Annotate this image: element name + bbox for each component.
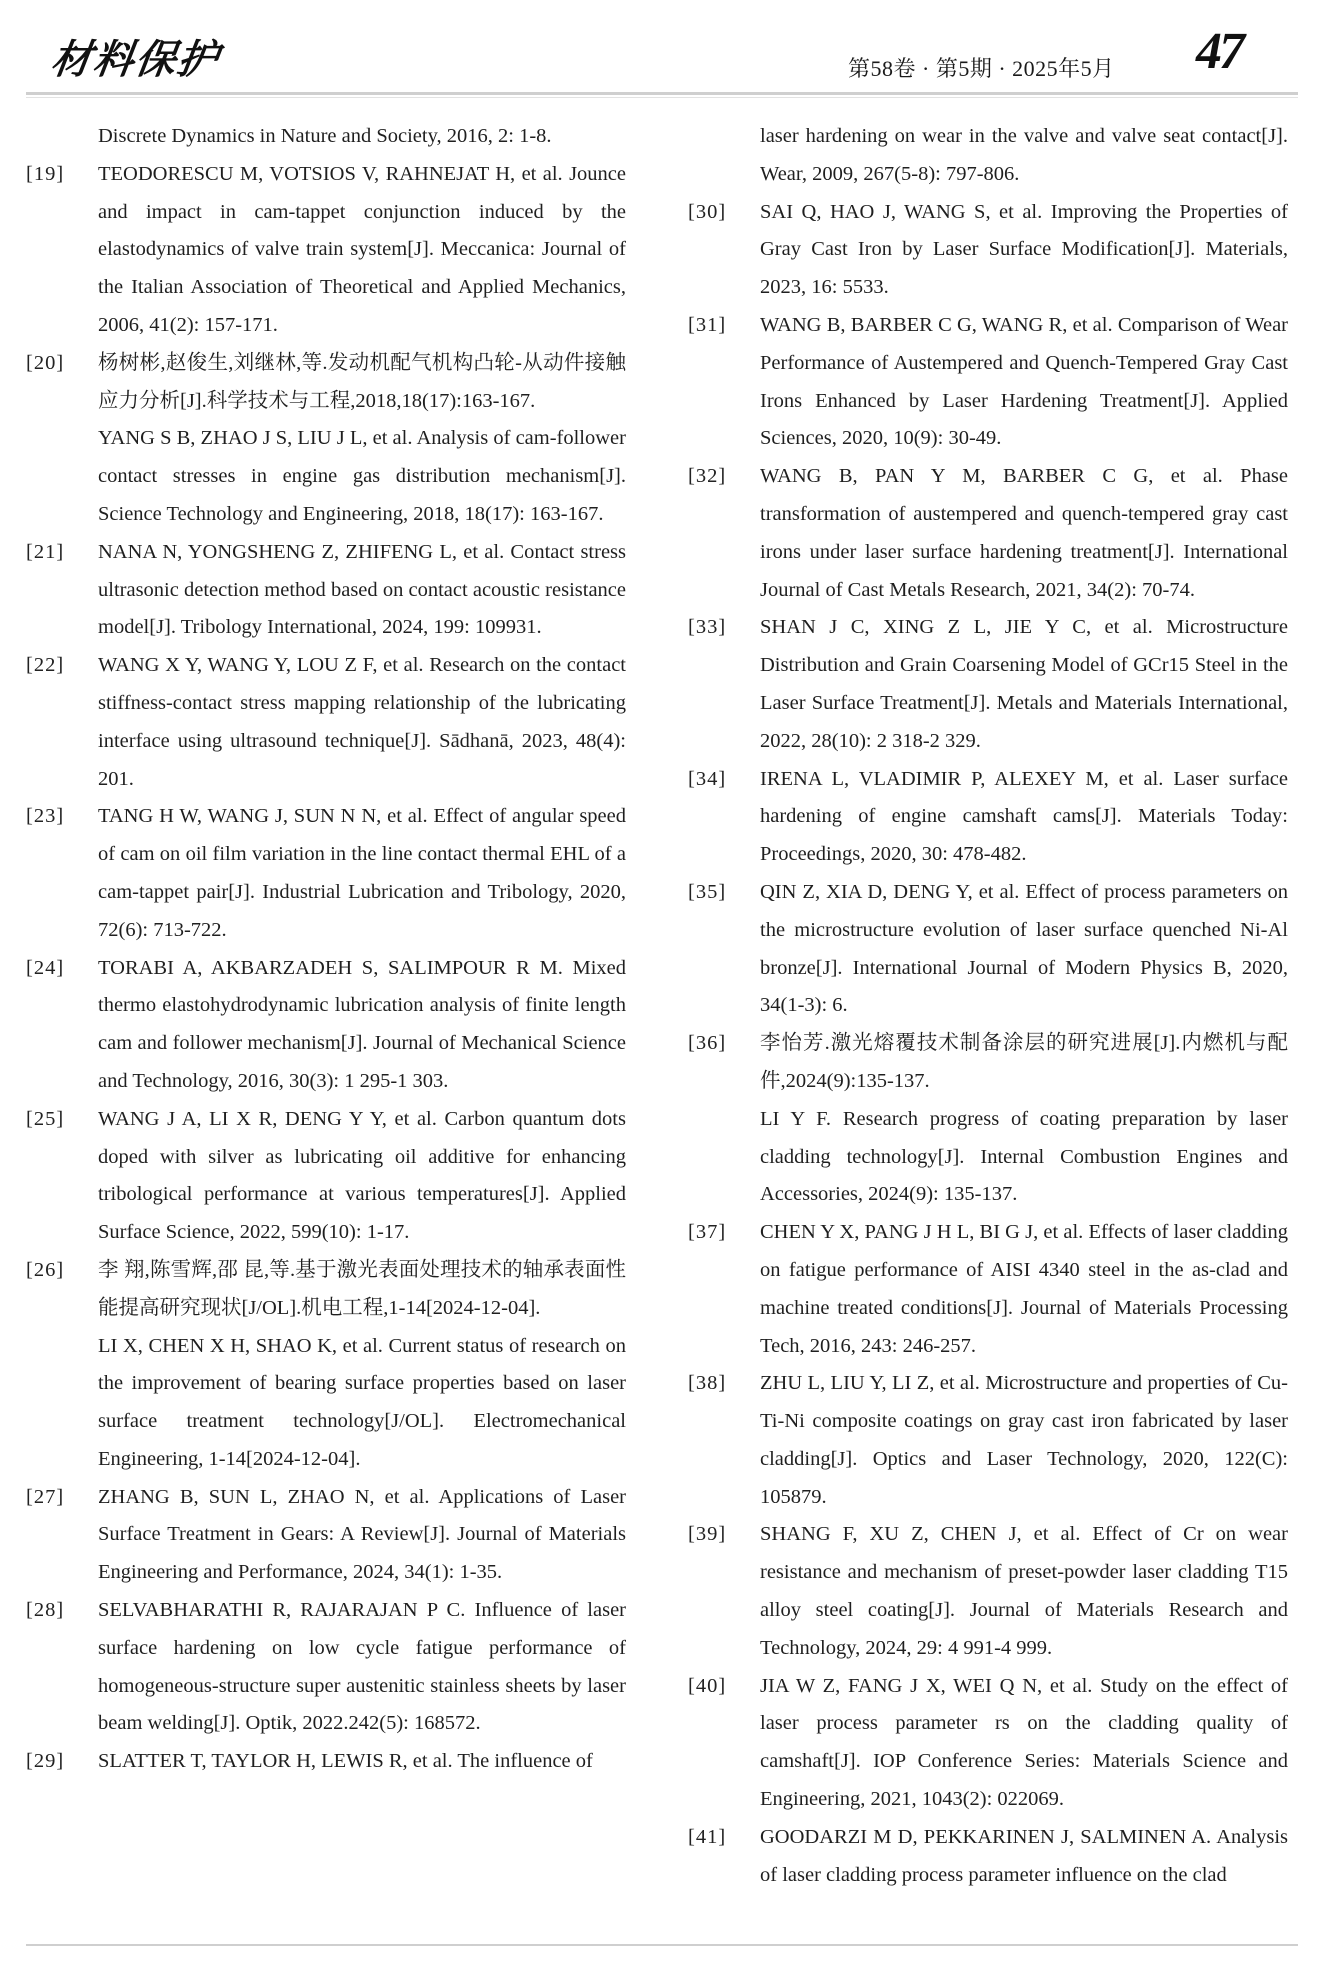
reference-text: Discrete Dynamics in Nature and Society, 2016, 2: 1-8.	[98, 125, 552, 147]
reference-item	[26, 156, 626, 345]
reference-number: [29]	[26, 1750, 65, 1773]
reference-item	[688, 761, 1288, 874]
reference-item	[688, 458, 1288, 609]
reference-text: 杨树彬,赵俊生,刘继林,等.发动机配气机构凸轮-从动件接触应力分析[J].科学技术与工程,2018,18(17):163-167.	[98, 351, 626, 412]
reference-text: NANA N, YONGSHENG Z, ZHIFENG L, et al. Contact stress ultrasonic detection method based on contact acoustic resistance model[J]. Tribology International, 2024, 199: 109931.	[98, 540, 626, 639]
reference-number: [26]	[26, 1258, 65, 1281]
reference-text: SHAN J C, XING Z L, JIE Y C, et al. Microstructure Distribution and Grain Coarsening Model of GCr15 Steel in the Laser Surface Treatment[J]. Metals and Materials International, 2022, 28(10): 2 318-2 329.	[760, 616, 1288, 752]
reference-text: SLATTER T, TAYLOR H, LEWIS R, et al. The influence of	[98, 1750, 593, 1773]
header-rule	[26, 92, 1298, 95]
reference-number: [30]	[688, 200, 727, 223]
reference-item	[26, 950, 626, 1101]
reference-text: YANG S B, ZHAO J S, LIU J L, et al. Analysis of cam-follower contact stresses in engine gas distribution mechanism[J]. Science Technology and Engineering, 2018, 18(17): 163-167.	[98, 427, 626, 525]
reference-number: [38]	[688, 1372, 727, 1395]
page-number: 47	[1196, 23, 1242, 80]
reference-text: SELVABHARATHI R, RAJARAJAN P C. Influence of laser surface hardening on low cycle fatigue performance of homogeneous-structure super austenitic stainless sheets by laser beam welding[J]. Optik, 2022.242(5): 168572.	[98, 1599, 626, 1735]
reference-number: [37]	[688, 1221, 727, 1244]
reference-item	[688, 1365, 1288, 1516]
reference-text: 李 翔,陈雪辉,邵 昆,等.基于激光表面处理技术的轴承表面性能提高研究现状[J/OL].机电工程,1-14[2024-12-04].	[98, 1258, 626, 1319]
reference-text: SAI Q, HAO J, WANG S, et al. Improving the Properties of Gray Cast Iron by Laser Surface Modification[J]. Materials, 2023, 16: 5533.	[760, 200, 1288, 299]
right-column	[688, 118, 1288, 1894]
reference-text: 李怡芳.激光熔覆技术制备涂层的研究进展[J].内燃机与配件,2024(9):135-137.	[760, 1032, 1288, 1092]
reference-number: [25]	[26, 1107, 65, 1130]
reference-text: TANG H W, WANG J, SUN N N, et al. Effect of angular speed of cam on oil film variation in the line contact thermal EHL of a cam-tappet pair[J]. Industrial Lubrication and Tribology, 2020, 72(6): 713-722.	[98, 805, 626, 941]
reference-text: WANG X Y, WANG Y, LOU Z F, et al. Research on the contact stiffness-contact stress mapping relationship of the lubricating interface using ultrasound technique[J]. Sādhanā, 2023, 48(4): 201.	[98, 654, 626, 790]
reference-item	[26, 798, 626, 949]
reference-item	[26, 1101, 626, 1252]
reference-text: laser hardening on wear in the valve and valve seat contact[J]. Wear, 2009, 267(5-8): 797-806.	[760, 125, 1288, 185]
reference-number: [32]	[688, 465, 727, 488]
reference-number: [31]	[688, 313, 727, 336]
footer-rule	[26, 1944, 1298, 1946]
reference-item	[26, 118, 626, 156]
reference-text: CHEN Y X, PANG J H L, BI G J, et al. Effects of laser cladding on fatigue performance of AISI 4340 steel in the as-clad and machine treated conditions[J]. Journal of Materials Processing Tech, 2016, 243: 246-257.	[760, 1221, 1288, 1357]
reference-number: [27]	[26, 1485, 65, 1508]
header-rule-thin	[26, 97, 1298, 98]
reference-number: [40]	[688, 1674, 727, 1697]
reference-text: WANG B, PAN Y M, BARBER C G, et al. Phase transformation of austempered and quench-tempered gray cast irons under laser surface hardening treatment[J]. International Journal of Cast Metals Research, 2021, 34(2): 70-74.	[760, 465, 1288, 601]
reference-number: [24]	[26, 956, 65, 979]
reference-text: IRENA L, VLADIMIR P, ALEXEY M, et al. Laser surface hardening of engine camshaft cams[J]. Materials Today: Proceedings, 2020, 30: 478-482.	[760, 767, 1288, 866]
reference-text: WANG B, BARBER C G, WANG R, et al. Comparison of Wear Performance of Austempered and Quench-Tempered Gray Cast Irons Enhanced by Laser Hardening Treatment[J]. Applied Sciences, 2020, 10(9): 30-49.	[760, 313, 1288, 450]
reference-text: TORABI A, AKBARZADEH S, SALIMPOUR R M. Mixed thermo elastohydrodynamic lubrication analysis of finite length cam and follower mechanism[J]. Journal of Mechanical Science and Technology, 2016, 30(3): 1 295-1 303.	[98, 956, 626, 1092]
reference-item	[688, 1668, 1288, 1819]
reference-item	[26, 647, 626, 798]
reference-number: [23]	[26, 805, 65, 828]
reference-number: [41]	[688, 1825, 727, 1848]
reference-text: GOODARZI M D, PEKKARINEN J, SALMINEN A. Analysis of laser cladding process parameter influence on the clad	[760, 1825, 1288, 1886]
reference-item	[688, 307, 1288, 458]
journal-logo: 材料保护	[48, 36, 223, 83]
reference-item	[688, 609, 1288, 760]
reference-number: [20]	[26, 351, 65, 374]
reference-item	[688, 118, 1288, 194]
reference-text: SHANG F, XU Z, CHEN J, et al. Effect of Cr on wear resistance and mechanism of preset-powder laser cladding T15 alloy steel coating[J]. Journal of Materials Research and Technology, 2024, 29: 4 991-4 999.	[760, 1523, 1288, 1659]
reference-item	[26, 534, 626, 647]
reference-number: [21]	[26, 540, 65, 563]
reference-item	[26, 1743, 626, 1781]
reference-number: [34]	[688, 767, 727, 790]
reference-item	[688, 1214, 1288, 1365]
reference-text: ZHU L, LIU Y, LI Z, et al. Microstructure and properties of Cu-Ti-Ni composite coatings on gray cast iron fabricated by laser cladding[J]. Optics and Laser Technology, 2020, 122(C): 105879.	[760, 1372, 1288, 1508]
reference-item	[688, 1025, 1288, 1214]
reference-text: LI X, CHEN X H, SHAO K, et al. Current status of research on the improvement of bearing surface properties based on laser surface treatment technology[J/OL]. Electromechanical Engineering, 1-14[2024-12-04].	[98, 1334, 626, 1470]
reference-text: LI Y F. Research progress of coating preparation by laser cladding technology[J]. Internal Combustion Engines and Accessories, 2024(9): 135-137.	[760, 1107, 1288, 1206]
reference-item	[26, 1479, 626, 1592]
reference-item	[26, 345, 626, 534]
reference-number: [36]	[688, 1032, 727, 1055]
reference-number: [33]	[688, 616, 727, 639]
reference-item	[688, 874, 1288, 1025]
left-column	[26, 118, 626, 1781]
reference-text: QIN Z, XIA D, DENG Y, et al. Effect of process parameters on the microstructure evolution of laser surface quenched Ni-Al bronze[J]. International Journal of Modern Physics B, 2020, 34(1-3): 6.	[760, 880, 1288, 1017]
reference-text: JIA W Z, FANG J X, WEI Q N, et al. Study on the effect of laser process parameter rs on the cladding quality of camshaft[J]. IOP Conference Series: Materials Science and Engineering, 2021, 1043(2): 022069.	[760, 1674, 1288, 1811]
reference-number: [39]	[688, 1523, 727, 1546]
reference-item	[26, 1252, 626, 1479]
reference-number: [28]	[26, 1599, 65, 1622]
reference-text: WANG J A, LI X R, DENG Y Y, et al. Carbon quantum dots doped with silver as lubricating oil additive for enhancing tribological performance at various temperatures[J]. Applied Surface Science, 2022, 599(10): 1-17.	[98, 1107, 626, 1244]
reference-item	[688, 194, 1288, 307]
reference-text: ZHANG B, SUN L, ZHAO N, et al. Applications of Laser Surface Treatment in Gears: A Review[J]. Journal of Materials Engineering and Performance, 2024, 34(1): 1-35.	[98, 1485, 626, 1584]
reference-item	[688, 1516, 1288, 1667]
reference-item	[688, 1819, 1288, 1895]
page-header	[0, 0, 1325, 100]
reference-number: [35]	[688, 880, 727, 903]
reference-number: [19]	[26, 162, 65, 185]
reference-item	[26, 1592, 626, 1743]
reference-text: TEODORESCU M, VOTSIOS V, RAHNEJAT H, et al. Jounce and impact in cam-tappet conjunction induced by the elastodynamics of valve train system[J]. Meccanica: Journal of the Italian Association of Theoretical and Applied Mechanics, 2006, 41(2): 157-171.	[98, 162, 626, 336]
reference-number: [22]	[26, 654, 65, 677]
issue-info: 第58卷 · 第5期 · 2025年5月	[848, 56, 1115, 81]
